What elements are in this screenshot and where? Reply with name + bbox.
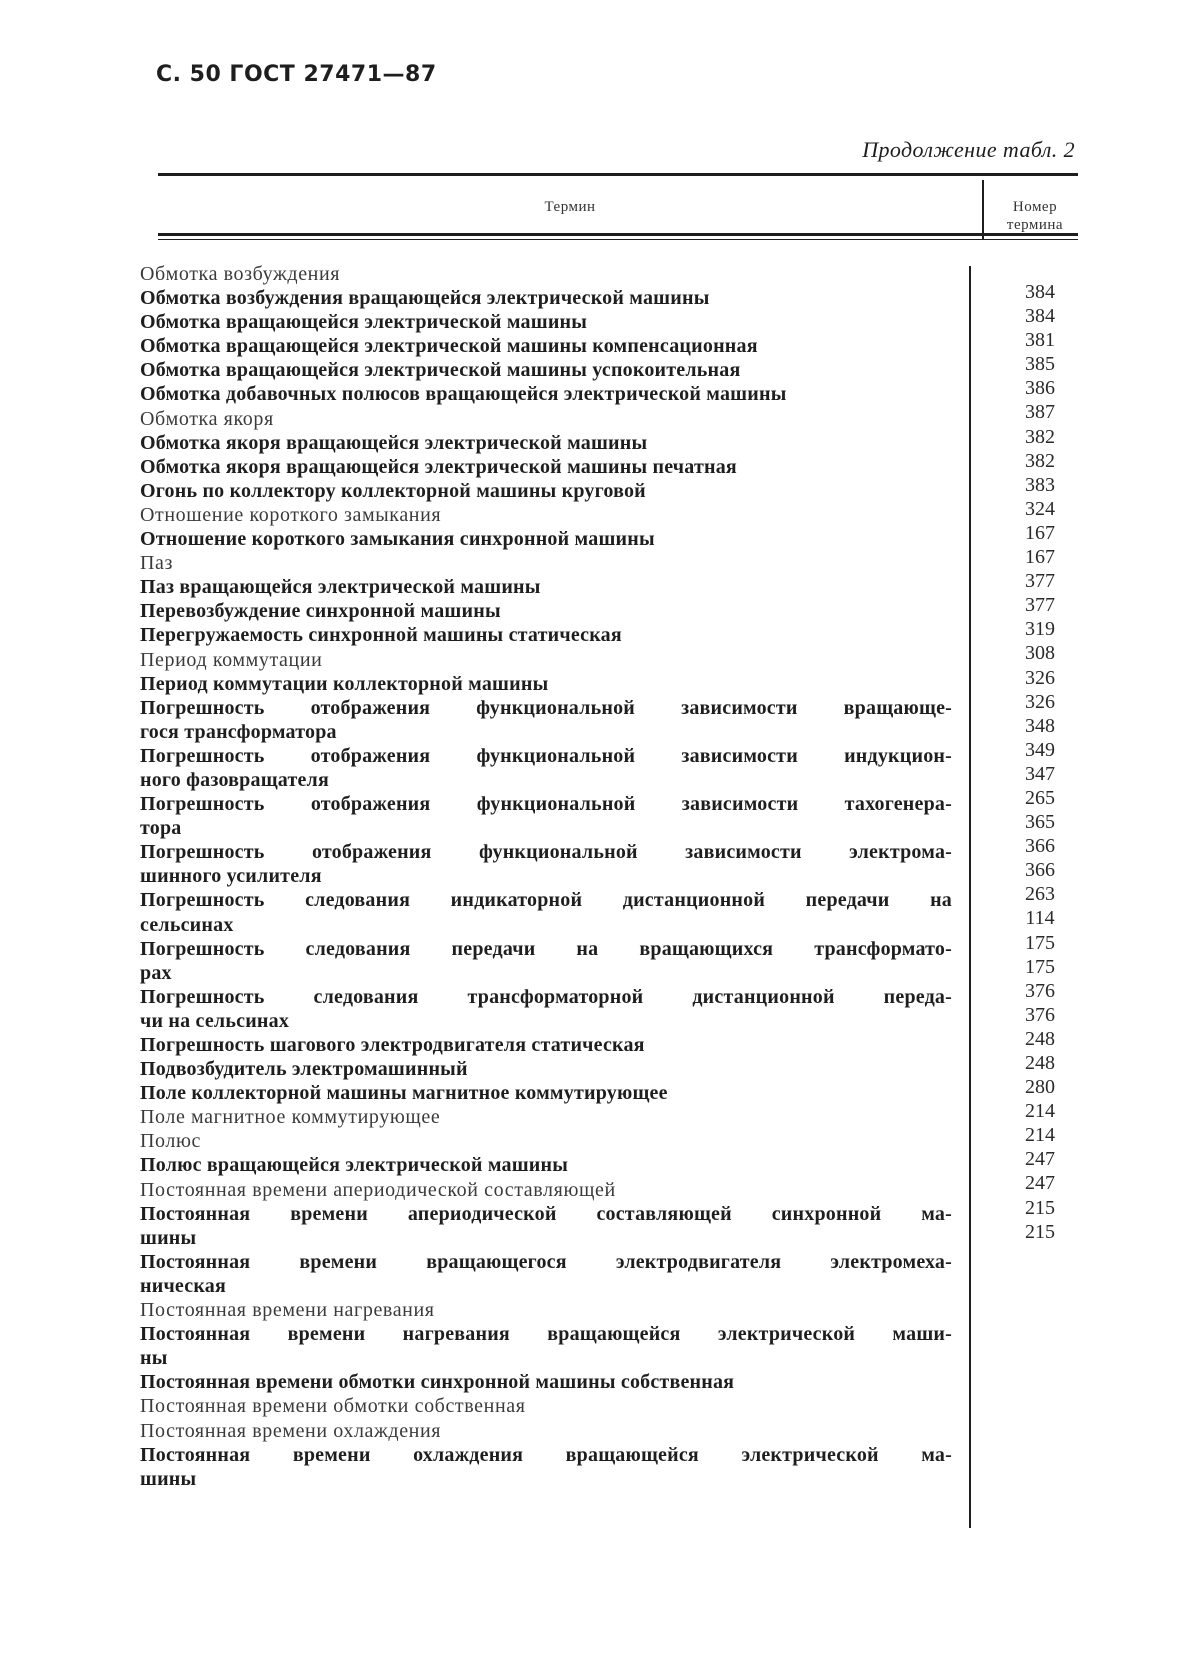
term-line: чи на сельсинах	[140, 1009, 290, 1032]
numbers-column	[1010, 280, 1070, 1244]
body-column-divider	[969, 266, 971, 1528]
table-row	[140, 744, 952, 792]
table-row	[140, 1443, 952, 1491]
table-row	[140, 527, 952, 551]
term-line: Погрешность следования индикаторной дистанционной передачи на	[140, 889, 952, 912]
term-number: 376	[1025, 979, 1055, 1002]
table-row	[140, 1105, 952, 1129]
table-row	[140, 407, 952, 431]
term-line: Погрешность отображения функциональной зависимости электрома-	[140, 841, 952, 864]
term-number: 384	[1025, 281, 1055, 303]
term-line: Постоянная времени вращающегося электродвигателя электромеха-	[140, 1250, 952, 1273]
term-number: 280	[1025, 1076, 1055, 1099]
table-row	[140, 382, 952, 406]
term-line: Паз вращающейся электрической машины	[140, 576, 541, 599]
term-line: Поле коллекторной машины магнитное коммутирующее	[140, 1082, 668, 1105]
term-number: 377	[1025, 594, 1055, 617]
term-line: гося трансформатора	[140, 720, 337, 743]
term-line: Подвозбудитель электромашинный	[140, 1058, 468, 1081]
term-line: Погрешность следования передачи на вращающихся трансформато-	[140, 937, 952, 960]
term-line: Постоянная времени апериодической составляющей синхронной ма-	[140, 1202, 952, 1225]
table-row	[140, 503, 952, 527]
table-top-rule	[158, 173, 1078, 176]
term-number: 265	[1025, 786, 1055, 809]
term-line: Обмотка вращающейся электрической машины	[140, 311, 588, 334]
term-line: Полюс	[140, 1130, 201, 1153]
col-number-header-line2: термина	[1006, 217, 1064, 233]
term-number: 386	[1025, 377, 1055, 400]
term-number: 215	[1025, 1196, 1055, 1219]
table-row	[140, 985, 952, 1033]
term-number: 324	[1025, 497, 1055, 520]
table-row	[140, 672, 952, 696]
term-number: 347	[1025, 762, 1055, 785]
term-line: Отношение короткого замыкания синхронной машины	[140, 528, 655, 551]
table-row	[140, 599, 952, 623]
term-number: 214	[1025, 1124, 1055, 1147]
term-line: сельсинах	[140, 913, 234, 936]
table-row	[140, 792, 952, 840]
term-number: 326	[1025, 690, 1055, 713]
table-row	[140, 358, 952, 382]
term-line: Обмотка добавочных полюсов вращающейся электрической машины	[140, 383, 787, 406]
term-line: Постоянная времени охлаждения	[140, 1419, 442, 1442]
term-line: Постоянная времени охлаждения вращающейся электрической ма-	[140, 1443, 952, 1466]
header-bottom-rule-2	[158, 239, 1078, 240]
term-number: 377	[1025, 570, 1055, 593]
table-row	[140, 1033, 952, 1057]
term-line: ного фазовращателя	[140, 768, 330, 791]
term-number: 326	[1025, 666, 1055, 689]
table-row	[140, 1394, 952, 1418]
table-row	[140, 431, 952, 455]
term-line: Постоянная времени апериодической составляющей	[140, 1178, 616, 1201]
term-line: Перевозбуждение синхронной машины	[140, 600, 501, 623]
term-line: ны	[140, 1347, 168, 1370]
table-row	[140, 1250, 952, 1298]
term-number: 248	[1025, 1027, 1055, 1050]
table-row	[140, 1370, 952, 1394]
term-line: Погрешность отображения функциональной зависимости вращающе-	[140, 696, 952, 719]
term-line: Обмотка якоря вращающейся электрической машины печатная	[140, 455, 737, 478]
table-row	[140, 888, 952, 936]
table-row	[140, 455, 952, 479]
term-line: шины	[140, 1226, 197, 1249]
term-number: 366	[1025, 835, 1055, 858]
term-number: 382	[1025, 425, 1055, 448]
term-number: 348	[1025, 714, 1055, 737]
col-term-header: Термин	[544, 199, 596, 215]
term-line: Обмотка возбуждения	[140, 263, 341, 285]
term-line: шины	[140, 1467, 197, 1490]
term-line: Обмотка вращающейся электрической машины компенсационная	[140, 335, 758, 358]
term-line: шинного усилителя	[140, 865, 322, 888]
page-header: С. 50 ГОСТ 27471—87	[156, 62, 437, 87]
header-column-divider	[982, 180, 984, 240]
term-line: Погрешность отображения функциональной зависимости индукцион-	[140, 744, 952, 767]
table-row	[140, 937, 952, 985]
term-number: 248	[1025, 1052, 1055, 1074]
table-row	[140, 648, 952, 672]
table-row	[140, 551, 952, 575]
term-number: 308	[1025, 642, 1055, 665]
table-row	[140, 286, 952, 310]
term-line: Полюс вращающейся электрической машины	[140, 1154, 569, 1177]
table-row	[140, 575, 952, 599]
table-row	[140, 479, 952, 503]
term-number: 385	[1025, 353, 1055, 376]
term-number: 387	[1025, 401, 1055, 424]
term-line: ническая	[140, 1274, 226, 1297]
terms-column	[140, 262, 952, 1491]
term-number: 263	[1025, 883, 1055, 906]
term-number: 175	[1025, 955, 1055, 978]
term-number: 349	[1025, 738, 1055, 761]
term-number: 366	[1025, 859, 1055, 882]
table-caption: Продолжение табл. 2	[862, 137, 1075, 162]
table-row	[140, 623, 952, 647]
table-row	[140, 310, 952, 334]
term-number: 167	[1025, 521, 1055, 544]
table-row	[140, 334, 952, 358]
term-number: 365	[1025, 811, 1055, 834]
term-line: Обмотка возбуждения вращающейся электрической машины	[140, 287, 710, 310]
term-line: Период коммутации	[140, 648, 323, 671]
term-number: 376	[1025, 1003, 1055, 1026]
table-row	[140, 1153, 952, 1177]
term-line: рах	[140, 961, 172, 984]
term-number: 247	[1025, 1148, 1055, 1171]
table-row	[140, 1081, 952, 1105]
term-line: Паз	[140, 552, 174, 575]
header-bottom-rule	[158, 233, 1078, 236]
term-number: 319	[1025, 618, 1055, 641]
term-line: Обмотка вращающейся электрической машины успокоительная	[140, 359, 741, 382]
term-line: Погрешность шагового электродвигателя статическая	[140, 1034, 645, 1056]
table-row	[140, 1202, 952, 1250]
table-row	[140, 1129, 952, 1153]
table-row	[140, 1419, 952, 1443]
term-number: 247	[1025, 1172, 1055, 1195]
term-line: Погрешность отображения функциональной зависимости тахогенера-	[140, 793, 952, 816]
term-line: Обмотка якоря	[140, 407, 274, 430]
term-line: тора	[140, 817, 182, 840]
term-line: Погрешность следования трансформаторной дистанционной переда-	[140, 985, 952, 1008]
term-line: Перегружаемость синхронной машины статическая	[140, 624, 622, 647]
term-number: 114	[1025, 907, 1055, 930]
term-number: 384	[1025, 305, 1055, 328]
table-row	[140, 1322, 952, 1370]
term-line: Поле магнитное коммутирующее	[140, 1106, 441, 1129]
term-line: Отношение короткого замыкания	[140, 503, 442, 526]
term-line: Период коммутации коллекторной машины	[140, 672, 549, 695]
term-number: 381	[1025, 329, 1055, 352]
table-row	[140, 696, 952, 744]
table-row	[140, 840, 952, 888]
table-row	[140, 262, 952, 286]
term-number: 383	[1025, 473, 1055, 496]
term-line: Огонь по коллектору коллекторной машины круговой	[140, 479, 646, 502]
term-line: Постоянная времени нагревания	[140, 1299, 435, 1322]
term-line: Постоянная времени нагревания вращающейся электрической маши-	[140, 1323, 952, 1346]
term-line: Постоянная времени обмотки синхронной машины собственная	[140, 1371, 735, 1394]
term-number: 214	[1025, 1100, 1055, 1123]
term-number: 175	[1025, 931, 1055, 954]
term-number: 167	[1025, 546, 1055, 569]
term-line: Постоянная времени обмотки собственная	[140, 1395, 526, 1418]
table-row	[140, 1057, 952, 1081]
term-line: Обмотка якоря вращающейся электрической машины	[140, 431, 648, 454]
table-row	[140, 1298, 952, 1322]
term-number: 215	[1025, 1220, 1055, 1243]
term-number: 382	[1025, 449, 1055, 472]
col-number-header-line1: Номер	[1012, 199, 1058, 215]
table-row	[140, 1178, 952, 1202]
